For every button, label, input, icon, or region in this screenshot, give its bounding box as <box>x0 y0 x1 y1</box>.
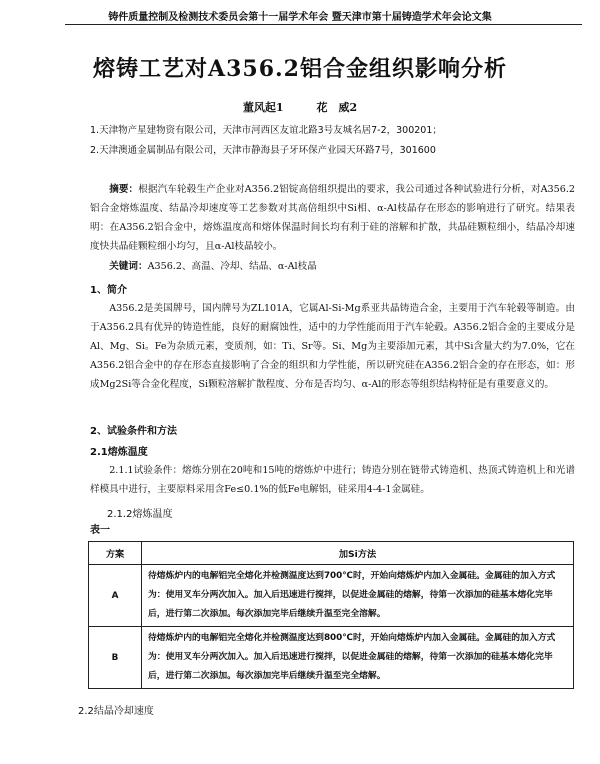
table-cell-scheme: B <box>89 627 142 689</box>
affiliation-2: 2.天津澳通金属制品有限公司，天津市静海县子牙环保产业园天环路7号，301600 <box>90 145 436 156</box>
test-conditions <box>90 461 575 499</box>
header-rule <box>65 24 582 25</box>
table-row <box>89 565 574 627</box>
subsection-heading-melt-temp-2: 2.1.2熔炼温度 <box>107 509 173 520</box>
intro-paragraph <box>90 299 575 394</box>
abstract-label: 摘要： <box>109 184 139 195</box>
subsection-heading-cooling-rate: 2.2结晶冷却速度 <box>78 706 154 717</box>
abstract-text: 根据汽车轮毂生产企业对A356.2铝锭高倍组织提出的要求，我公司通过各种试验进行分析，对A356.2铝合金熔炼温度、结晶冷却速度等工艺参数对其高倍组织中Si相、α-Al枝晶存在形态的影响进行了研究。结果表明：在A356.2铝合金中，熔炼温度高和熔体保温时间长均有利于硅的溶解和扩散，共晶硅颗粒细小，结晶冷却速度快共晶硅颗粒细小均匀，且α-Al枝晶较小。 <box>90 184 575 252</box>
table-cell-scheme: A <box>89 565 142 627</box>
table-header-scheme: 方案 <box>89 542 142 565</box>
table-header-method: 加Si方法 <box>142 542 574 565</box>
authors: 董风起1 花 威2 <box>242 101 358 114</box>
keywords-label: 关键词： <box>109 261 148 272</box>
table-cell-method: 待熔炼炉内的电解铝完全熔化并检测温度达到700℃时，开始向熔炼炉内加入金属硅。金属硅的加入方式为：使用叉车分两次加入。加入后迅速进行搅拌，以促进金属硅的熔解，待第一次添加的硅基本熔化完毕后，进行第二次添加。每次添加完毕后继续升温至完全溶解。 <box>142 565 574 627</box>
table-caption: 表一 <box>90 525 110 536</box>
keywords-text: A356.2、高温、冷却、结晶、α-Al枝晶 <box>147 261 317 272</box>
running-head: 铸件质量控制及检测技术委员会第十一届学术年会 暨天津市第十届铸造学术年会论文集 <box>108 12 492 23</box>
keywords <box>90 257 575 276</box>
section-heading-intro: 1、简介 <box>90 285 127 296</box>
table-row <box>89 627 574 689</box>
paper-title: 熔铸工艺对A356.2铝合金组织影响分析 <box>93 56 507 82</box>
intro-text: A356.2是美国牌号，国内牌号为ZL101A，它属Al-Si-Mg系亚共晶铸造合金，主要用于汽车轮毂等制造。由于A356.2具有优异的铸造性能，良好的耐腐蚀性，适中的力学性能而用于汽车轮毂。A356.2铝合金的主要成分是Al、Mg、Si。Fe为杂质元素，变质剂，如：Ti、Sr等。Si、Mg为主要添加元素，其中Si含量大约为7.0%，它在A356.2铝合金中的存在形态直接影响了合金的组织和力学性能，所以研究硅在A356.2铝合金的存在形态，如：形成Mg2Si等合金化程度，Si颗粒溶解扩散程度、分布是否均匀、α-Al的形态等组织结构特征是有重要意义的。 <box>90 303 575 390</box>
table-cell-method: 待熔炼炉内的电解铝完全熔化并检测温度达到800℃时，开始向熔炼炉内加入金属硅。金属硅的加入方式为：使用叉车分两次加入。加入后迅速进行搅拌，以促进金属硅的熔解，待第一次添加的硅基本熔化完毕后，进行第二次添加。每次添加完毕后继续升温至完全熔解。 <box>142 627 574 689</box>
table-header-row <box>89 542 574 565</box>
section-heading-methods: 2、试验条件和方法 <box>90 426 177 437</box>
si-method-table <box>88 541 574 689</box>
test-conditions-text: 2.1.1试验条件：熔炼分别在20吨和15吨的熔炼炉中进行；铸造分别在链带式铸造机、热顶式铸造机上和光谱样模具中进行，主要原料采用含Fe≤0.1%的低Fe电解铝，硅采用4-4-1金属硅。 <box>90 465 575 495</box>
abstract <box>90 180 575 256</box>
affiliation-1: 1.天津物产星建物资有限公司，天津市河西区友谊北路3号友城名居7-2，300201； <box>90 125 442 136</box>
subsection-heading-melting-temp: 2.1熔炼温度 <box>90 447 148 458</box>
